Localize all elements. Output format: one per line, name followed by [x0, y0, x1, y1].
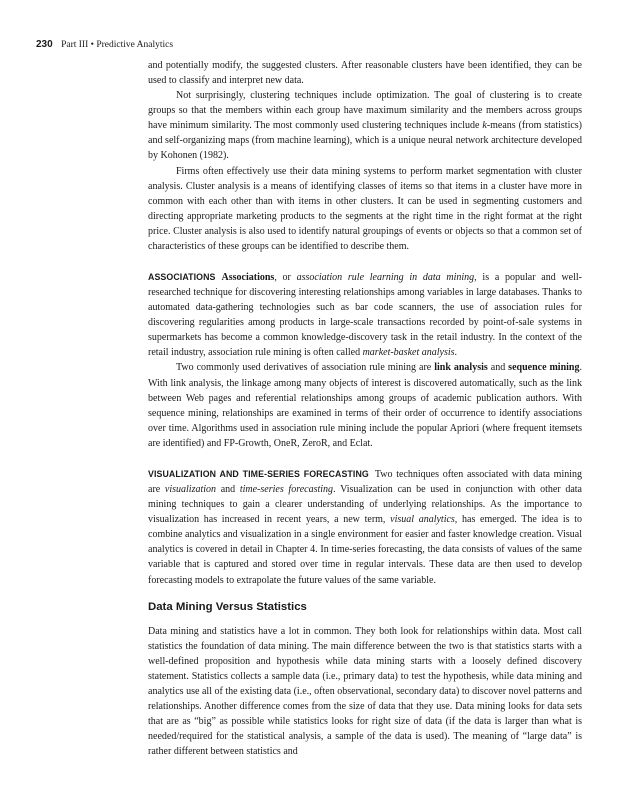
associations-heading: ASSOCIATIONS	[148, 272, 216, 283]
paragraph-clustering-goal: Not surprisingly, clustering techniques include optimization. The goal of clustering is to create groups so that the members within each group have maximum similarity and the members across groups have minimum similarity. The most commonly used clustering techniques include k-means (from statistics) and self-organizing maps (from machine learning), which is a unique neural network architecture developed by Kohonen (1982).	[148, 90, 583, 162]
paragraph-visualization: VISUALIZATION AND TIME-SERIES FORECASTING Two techniques often associated with data mining are visualization and time-series forecasting. Visualization can be used in conjunction with other data mining techniques to gain a clearer understanding of underlying relationships. As the importance to visualization has increased in recent years, a new term, visual analytics, has emerged. The idea is to combine analytics and visualization in a single environment for easier and faster knowledge creation. Visual analytics is covered in detail in Chapter 4. In time-series forecasting, the data consists of values of the same variable that is captured and stored over time in regular intervals. These data are then used to develop forecasting models to extrapolate the future values of the same variable.	[148, 468, 582, 586]
paragraph-clustering-continued: and potentially modify, the suggested clusters. After reasonable clusters have been identified, they can be used to classify and interpret new data.	[148, 60, 582, 87]
page-number: 230	[36, 39, 53, 50]
term-sequence-mining: sequence mining	[508, 362, 580, 374]
paragraph-dm-vs-statistics: Data mining and statistics have a lot in common. They both look for relationships within data. Most call statistics the foundation of data mining. The main difference between the two is that statistics starts with a well-defined proposition and hypothesis while data mining starts with a loosely defined discovery statement. Statistics collects a sample data (i.e., primary data) to test the hypothesis, while data mining and analytics use all of the existing data (i.e., often observational, secondary data) to discover novel patterns and relationships. Another difference comes from the size of data that they use. Data mining looks for data sets that are as “big” as possible while statistics looks for right size of data (if the data is larger than what is needed/required for the statistical analysis, a sample of the data is used). The meaning of “large data” is rather different between statistics and	[148, 625, 582, 758]
k-italic: k	[482, 120, 487, 132]
section-title-dm-vs-statistics: Data Mining Versus Statistics	[148, 600, 307, 613]
running-header	[36, 39, 173, 50]
term-associations: Associations	[221, 272, 275, 284]
section-label: Predictive Analytics	[96, 40, 174, 50]
header-separator: •	[90, 40, 94, 50]
term-visualization: visualization	[164, 484, 217, 496]
body-text	[148, 58, 582, 759]
term-visual-analytics: visual analytics,	[390, 514, 458, 526]
paragraph-associations: ASSOCIATIONS Associations, or association rule learning in data mining, is a popular and well-researched technique for discovering interesting relationships among variables in large databases. Thanks to automated data-gathering technologies such as bar code scanners, the use of association rules for discovering regularities among products in large-scale transactions recorded by point-of-sale systems in supermarkets has become a common knowledge-discovery task in the retail industry. In the context of the retail industry, association rule mining is often called market-basket analysis.	[148, 272, 582, 359]
visualization-heading: VISUALIZATION AND TIME-SERIES FORECASTING	[148, 468, 369, 479]
term-market-basket-analysis: market-basket analysis	[362, 347, 455, 359]
part-label: Part III	[61, 40, 89, 50]
term-association-rule-learning: association rule learning in data mining,	[296, 272, 477, 284]
paragraph-association-derivatives: Two commonly used derivatives of association rule mining are link analysis and sequence mining. With link analysis, the linkage among many objects of interest is discovered automatically, such as the link between Web pages and referential relationships among groups of academic publication authors. With sequence mining, relationships are examined in terms of their order of occurrence to identify associations over time. Algorithms used in association rule mining include the popular Apriori (where frequent itemsets are identified) and FP-Growth, OneR, ZeroR, and Eclat.	[148, 362, 582, 449]
term-link-analysis: link analysis	[434, 362, 488, 374]
term-time-series-forecasting: time-series forecasting	[239, 484, 334, 496]
paragraph-cluster-analysis: Firms often effectively use their data mining systems to perform market segmentation with cluster analysis. Cluster analysis is a means of identifying classes of items so that items in a cluster have more in common with each other than with items in other clusters. It can be used in segmenting customers and directing appropriate marketing products to the segments at the right time in the right format at the right price. Cluster analysis is also used to identify natural groupings of events or objects so that a common set of characteristics of these groups can be identified to describe them.	[148, 165, 582, 252]
